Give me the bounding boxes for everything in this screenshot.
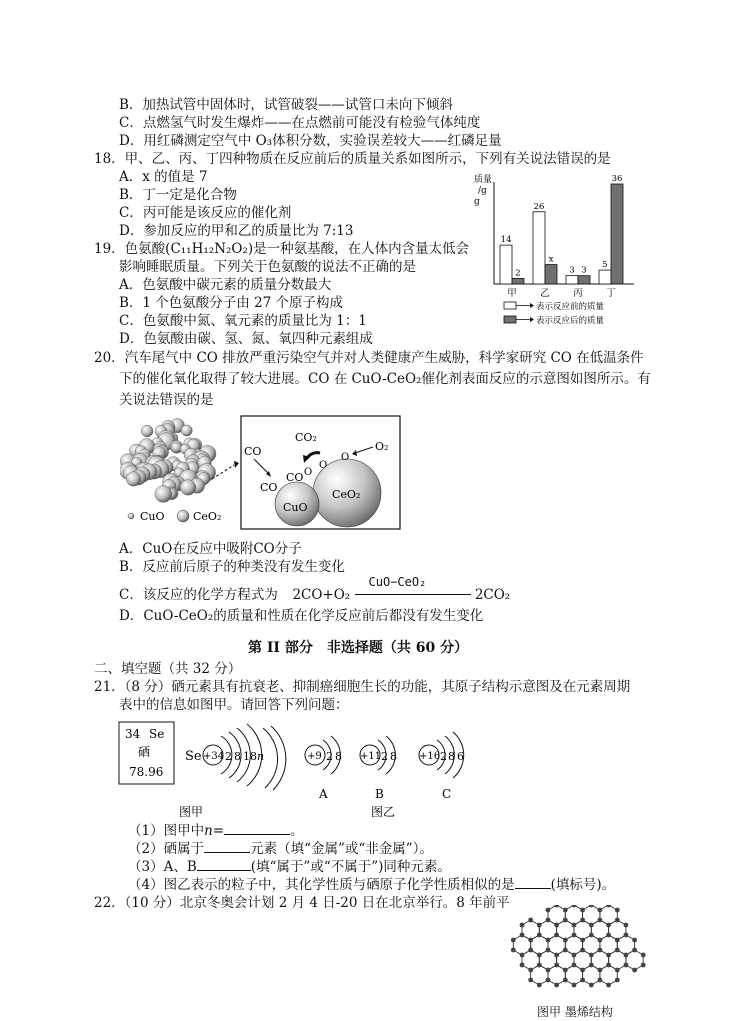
cell-symbol: Se xyxy=(149,727,165,741)
bar-乙-before xyxy=(533,212,545,284)
bar-丙-after xyxy=(578,276,590,284)
bar-label-乙-before: 26 xyxy=(533,201,545,212)
cell-name: 硒 xyxy=(138,745,151,759)
section-fill-blank: 二、填空题（共 32 分） xyxy=(94,661,242,677)
q21-stem-line2: 表中的信息如图甲。请回答下列问题： xyxy=(119,697,349,713)
carbon-atom xyxy=(615,968,620,973)
category-label-乙: 乙 xyxy=(540,288,550,299)
legend-cuo-label: CuO xyxy=(140,510,165,523)
bar-丁-after xyxy=(611,184,623,284)
cluster-sphere xyxy=(141,425,153,437)
q20-option-c xyxy=(119,575,511,604)
carbon-atom xyxy=(589,933,594,938)
q21-sub4: （4）图乙表示的粒子中，其化学性质与硒原子化学性质相似的是 (填标号)。 xyxy=(128,877,616,893)
bar-label-丙-before: 3 xyxy=(569,265,575,276)
carbon-atom xyxy=(632,948,637,953)
carbon-atom xyxy=(511,948,516,953)
q20-stem-line3: 关说法错误的是 xyxy=(119,392,214,408)
carbon-atom xyxy=(572,983,577,988)
carbon-atom xyxy=(598,908,603,913)
catalyst-cluster-image xyxy=(120,415,240,530)
se-symbol: Se xyxy=(185,749,202,764)
atom-c-shell-3: 6 xyxy=(457,750,464,763)
equation-right: 2CO₂ xyxy=(474,587,511,603)
bar-甲-before xyxy=(500,245,512,284)
carbon-atom xyxy=(580,918,585,923)
bar-label-丁-after: 36 xyxy=(611,174,623,184)
carbon-atom xyxy=(572,905,577,907)
graphene-hexagon xyxy=(626,950,643,970)
carbon-atom xyxy=(528,918,533,923)
q19-option-d: D．色氨酸由碳、氢、氮、氧四种元素组成 xyxy=(119,331,373,347)
part2-title: 第 II 部分 非选择题（共 60 分） xyxy=(248,640,469,656)
o-label-b: O xyxy=(319,460,328,471)
equation-line xyxy=(355,594,471,595)
carbon-atom xyxy=(606,923,611,928)
carbon-atom xyxy=(598,918,603,923)
q20-option-c-prefix: C．该反应的化学方程式为 xyxy=(119,587,278,603)
cluster-sphere xyxy=(155,486,172,503)
carbon-atom xyxy=(606,933,611,938)
answer-blank-3[interactable] xyxy=(197,858,251,871)
carbon-atom xyxy=(537,983,542,988)
q21-sub1: （1）图甲中n= 。 xyxy=(128,823,304,839)
carbon-atom xyxy=(624,933,629,938)
carbon-atom xyxy=(546,908,551,913)
carbon-atom xyxy=(563,918,568,923)
carbon-atom xyxy=(615,978,620,983)
carbon-atom xyxy=(563,968,568,973)
q18-option-a: A．x 的值是 7 xyxy=(119,169,208,185)
carbon-atom xyxy=(546,938,551,943)
cell-atomic-number: 34 xyxy=(125,727,141,741)
carbon-atom xyxy=(572,933,577,938)
bar-甲-after xyxy=(512,278,524,284)
carbon-atom xyxy=(554,983,559,988)
carbon-atom xyxy=(554,933,559,938)
ceo2-label: CeO₂ xyxy=(332,488,361,501)
graphene-hexagon xyxy=(548,965,565,985)
carbon-atom xyxy=(580,948,585,953)
chart-ylabel-1: 质量 xyxy=(474,175,493,185)
carbon-atom xyxy=(546,978,551,983)
co-label-1: CO xyxy=(244,445,262,458)
graphene-hexagon xyxy=(565,965,582,985)
graphene-structure xyxy=(508,905,648,1000)
atom-a-shell-1: 2 xyxy=(326,750,333,763)
cluster-sphere xyxy=(180,480,196,496)
bar-label-乙-after: x xyxy=(548,254,554,265)
legend-before-label: 表示反应前的质量 xyxy=(536,302,605,312)
q19-option-c: C．色氨酸中氮、氧元素的质量比为 1：1 xyxy=(119,313,367,329)
q20-stem-line2: 下的催化氧化取得了较大进展。CO 在 CuO-CeO₂催化剂表面反应的示意图如图所示。有 xyxy=(119,371,651,387)
carbon-atom xyxy=(598,948,603,953)
legend-ceo2-label: CeO₂ xyxy=(193,510,222,523)
q19-option-b: B．1 个色氨酸分子由 27 个原子构成 xyxy=(119,295,344,311)
carbon-atom xyxy=(632,938,637,943)
carbon-atom xyxy=(598,978,603,983)
legend-cuo-dot xyxy=(128,513,134,519)
carbon-atom xyxy=(563,908,568,913)
category-label-丁: 丁 xyxy=(606,288,616,299)
answer-blank-1[interactable] xyxy=(224,822,290,835)
graphene-caption: 图甲 墨烯结构 xyxy=(537,1005,613,1019)
bar-label-丙-after: 3 xyxy=(581,265,587,276)
carbon-atom xyxy=(580,968,585,973)
atom-c-shell-1: 2 xyxy=(440,750,447,763)
carbon-atom xyxy=(554,923,559,928)
legend-after-swatch xyxy=(504,316,516,323)
q22-stem: 22．（10 分）北京冬奥会计划 2 月 4 日-20 日在北京举行。8 年前平 xyxy=(94,895,510,911)
se-nucleus-charge: +34 xyxy=(203,751,225,762)
cluster-sphere xyxy=(171,442,181,452)
carbon-atom xyxy=(589,953,594,958)
equation-left: 2CO+O₂ xyxy=(292,587,351,603)
q19-option-a: A．色氨酸中碳元素的质量分数最大 xyxy=(119,277,332,293)
carbon-atom xyxy=(572,923,577,928)
selenium-figure xyxy=(115,718,495,822)
chart-ylabel-3: g xyxy=(474,197,480,207)
o-label-a: O xyxy=(341,452,350,463)
carbon-atom xyxy=(641,953,646,958)
carbon-atom xyxy=(624,963,629,968)
carbon-atom xyxy=(546,968,551,973)
co-label-3: CO xyxy=(286,471,304,484)
carbon-atom xyxy=(606,953,611,958)
atom-a-label: A xyxy=(319,787,328,801)
carbon-atom xyxy=(537,963,542,968)
se-shell-3: 18 xyxy=(243,750,257,763)
q21-sub2: （2）硒属于 元素（填“金属”或“非金属”）。 xyxy=(128,841,433,857)
carbon-atom xyxy=(554,953,559,958)
carbon-atom xyxy=(563,938,568,943)
se-shell-2: 8 xyxy=(234,750,241,763)
carbon-atom xyxy=(589,963,594,968)
carbon-atom xyxy=(589,983,594,988)
carbon-atom xyxy=(624,953,629,958)
q20-stem-line1: 20．汽车尾气中 CO 排放严重污染空气并对人类健康产生威胁，科学家研究 CO 在低温条件 xyxy=(94,350,644,366)
carbon-atom xyxy=(528,948,533,953)
bar-label-丁-before: 5 xyxy=(602,260,608,271)
carbon-atom xyxy=(598,968,603,973)
carbon-atom xyxy=(528,968,533,973)
q21-sub3: （3）A、B (填“属于”或“不属于”)同种元素。 xyxy=(128,859,451,875)
carbon-atom xyxy=(580,978,585,983)
atom-c-shell-2: 8 xyxy=(448,750,455,763)
carbon-atom xyxy=(520,923,525,928)
cell-atomic-mass: 78.96 xyxy=(129,765,164,779)
carbon-atom xyxy=(537,923,542,928)
co-oxidation-diagram xyxy=(240,415,402,531)
bar-乙-after xyxy=(545,265,557,284)
q17-option-c: C．点燃氢气时发生爆炸——在点燃前可能没有检验气体纯度 xyxy=(119,115,481,131)
q19-stem-line1: 19．色氨酸(C₁₁H₁₂N₂O₂)是一种氨基酸，在人体内含量太低会 xyxy=(94,241,470,257)
atom-b-shell-2: 8 xyxy=(390,750,397,763)
graphene-hexagon xyxy=(583,965,600,985)
cluster-sphere xyxy=(126,472,141,487)
co2-gas-label: CO₂ xyxy=(295,431,317,444)
carbon-atom xyxy=(606,983,611,988)
q18-stem: 18．甲、乙、丙、丁四种物质在反应前后的质量关系如图所示，下列有关说法错误的是 xyxy=(94,151,611,167)
carbon-atom xyxy=(589,923,594,928)
carbon-atom xyxy=(615,918,620,923)
carbon-atom xyxy=(580,908,585,913)
co-label-2: CO xyxy=(260,481,278,494)
carbon-atom xyxy=(563,978,568,983)
carbon-atom xyxy=(520,963,525,968)
atom-b-charge: +11 xyxy=(360,751,382,762)
answer-blank-2[interactable] xyxy=(204,840,250,853)
legend-ceo2-dot xyxy=(177,510,189,522)
bar-label-甲-before: 14 xyxy=(500,235,512,246)
atom-c-charge: +16 xyxy=(419,751,441,762)
carbon-atom xyxy=(537,953,542,958)
mass-bar-chart xyxy=(472,172,642,334)
carbon-atom xyxy=(580,938,585,943)
q18-option-d: D．参加反应的甲和乙的质量比为 7:13 xyxy=(119,223,354,239)
atom-a-charge: +9 xyxy=(307,751,322,762)
carbon-atom xyxy=(520,933,525,938)
carbon-atom xyxy=(615,948,620,953)
q18-option-c: C．丙可能是该反应的催化剂 xyxy=(119,205,292,221)
carbon-atom xyxy=(606,963,611,968)
carbon-atom xyxy=(554,963,559,968)
carbon-atom xyxy=(615,908,620,913)
category-label-丙: 丙 xyxy=(573,288,583,299)
carbon-atom xyxy=(546,948,551,953)
q21-stem-line1: 21．（8 分）硒元素具有抗衰老、抑制癌细胞生长的功能，其原子结构示意图及在元素周期 xyxy=(94,679,631,695)
cuo-label: CuO xyxy=(283,501,308,514)
carbon-atom xyxy=(537,933,542,938)
carbon-atom xyxy=(554,905,559,907)
bar-丁-before xyxy=(599,270,611,284)
cluster-sphere xyxy=(181,425,192,436)
carbon-atom xyxy=(598,938,603,943)
atom-a-shell-2: 8 xyxy=(335,750,342,763)
carbon-atom xyxy=(546,918,551,923)
se-shell-4: n xyxy=(257,750,265,763)
carbon-atom xyxy=(632,968,637,973)
q17-option-b: B．加热试管中固体时，试管破裂——试管口未向下倾斜 xyxy=(119,97,453,113)
carbon-atom xyxy=(520,953,525,958)
carbon-atom xyxy=(528,978,533,983)
atom-b-label: B xyxy=(375,787,384,801)
q17-option-d: D．用红磷测定空气中 O₃体积分数，实验误差较大——红磷足量 xyxy=(119,133,502,149)
atom-c-label: C xyxy=(442,787,452,801)
bar-丙-before xyxy=(566,276,578,284)
q20-option-b: B．反应前后原子的种类没有发生变化 xyxy=(119,559,345,575)
answer-blank-4[interactable] xyxy=(515,876,551,889)
q18-option-b: B．丁一定是化合物 xyxy=(119,187,237,203)
se-shell-1: 2 xyxy=(225,750,232,763)
carbon-atom xyxy=(572,953,577,958)
bar-label-甲-after: 2 xyxy=(515,268,521,279)
chart-ylabel-2: /g xyxy=(478,186,487,196)
carbon-atom xyxy=(589,905,594,907)
carbon-atom xyxy=(615,938,620,943)
o2-label: O₂ xyxy=(375,440,389,453)
legend-after-label: 表示反应后的质量 xyxy=(536,316,605,326)
equation-condition: CuO−CeO₂ xyxy=(368,575,427,589)
fig-yi-caption: 图乙 xyxy=(371,805,396,819)
carbon-atom xyxy=(641,963,646,968)
category-label-甲: 甲 xyxy=(507,288,517,299)
o-label-c: O xyxy=(304,467,313,478)
legend-before-swatch xyxy=(504,302,516,309)
carbon-atom xyxy=(624,923,629,928)
fig-jia-caption: 图甲 xyxy=(179,805,204,819)
carbon-atom xyxy=(511,938,516,943)
q20-option-d: D．CuO-CeO₂的质量和性质在化学反应前后都没有发生变化 xyxy=(119,608,484,624)
carbon-atom xyxy=(606,905,611,907)
q19-stem-line2: 影响睡眠质量。下列关于色氨酸的说法不正确的是 xyxy=(119,259,416,275)
graphene-hexagon xyxy=(531,965,548,985)
q20-option-a: A．CuO在反应中吸附CO分子 xyxy=(119,541,302,557)
graphene-hexagon xyxy=(600,965,617,985)
carbon-atom xyxy=(528,938,533,943)
atom-b-shell-1: 2 xyxy=(381,750,388,763)
carbon-atom xyxy=(563,948,568,953)
carbon-atom xyxy=(572,963,577,968)
